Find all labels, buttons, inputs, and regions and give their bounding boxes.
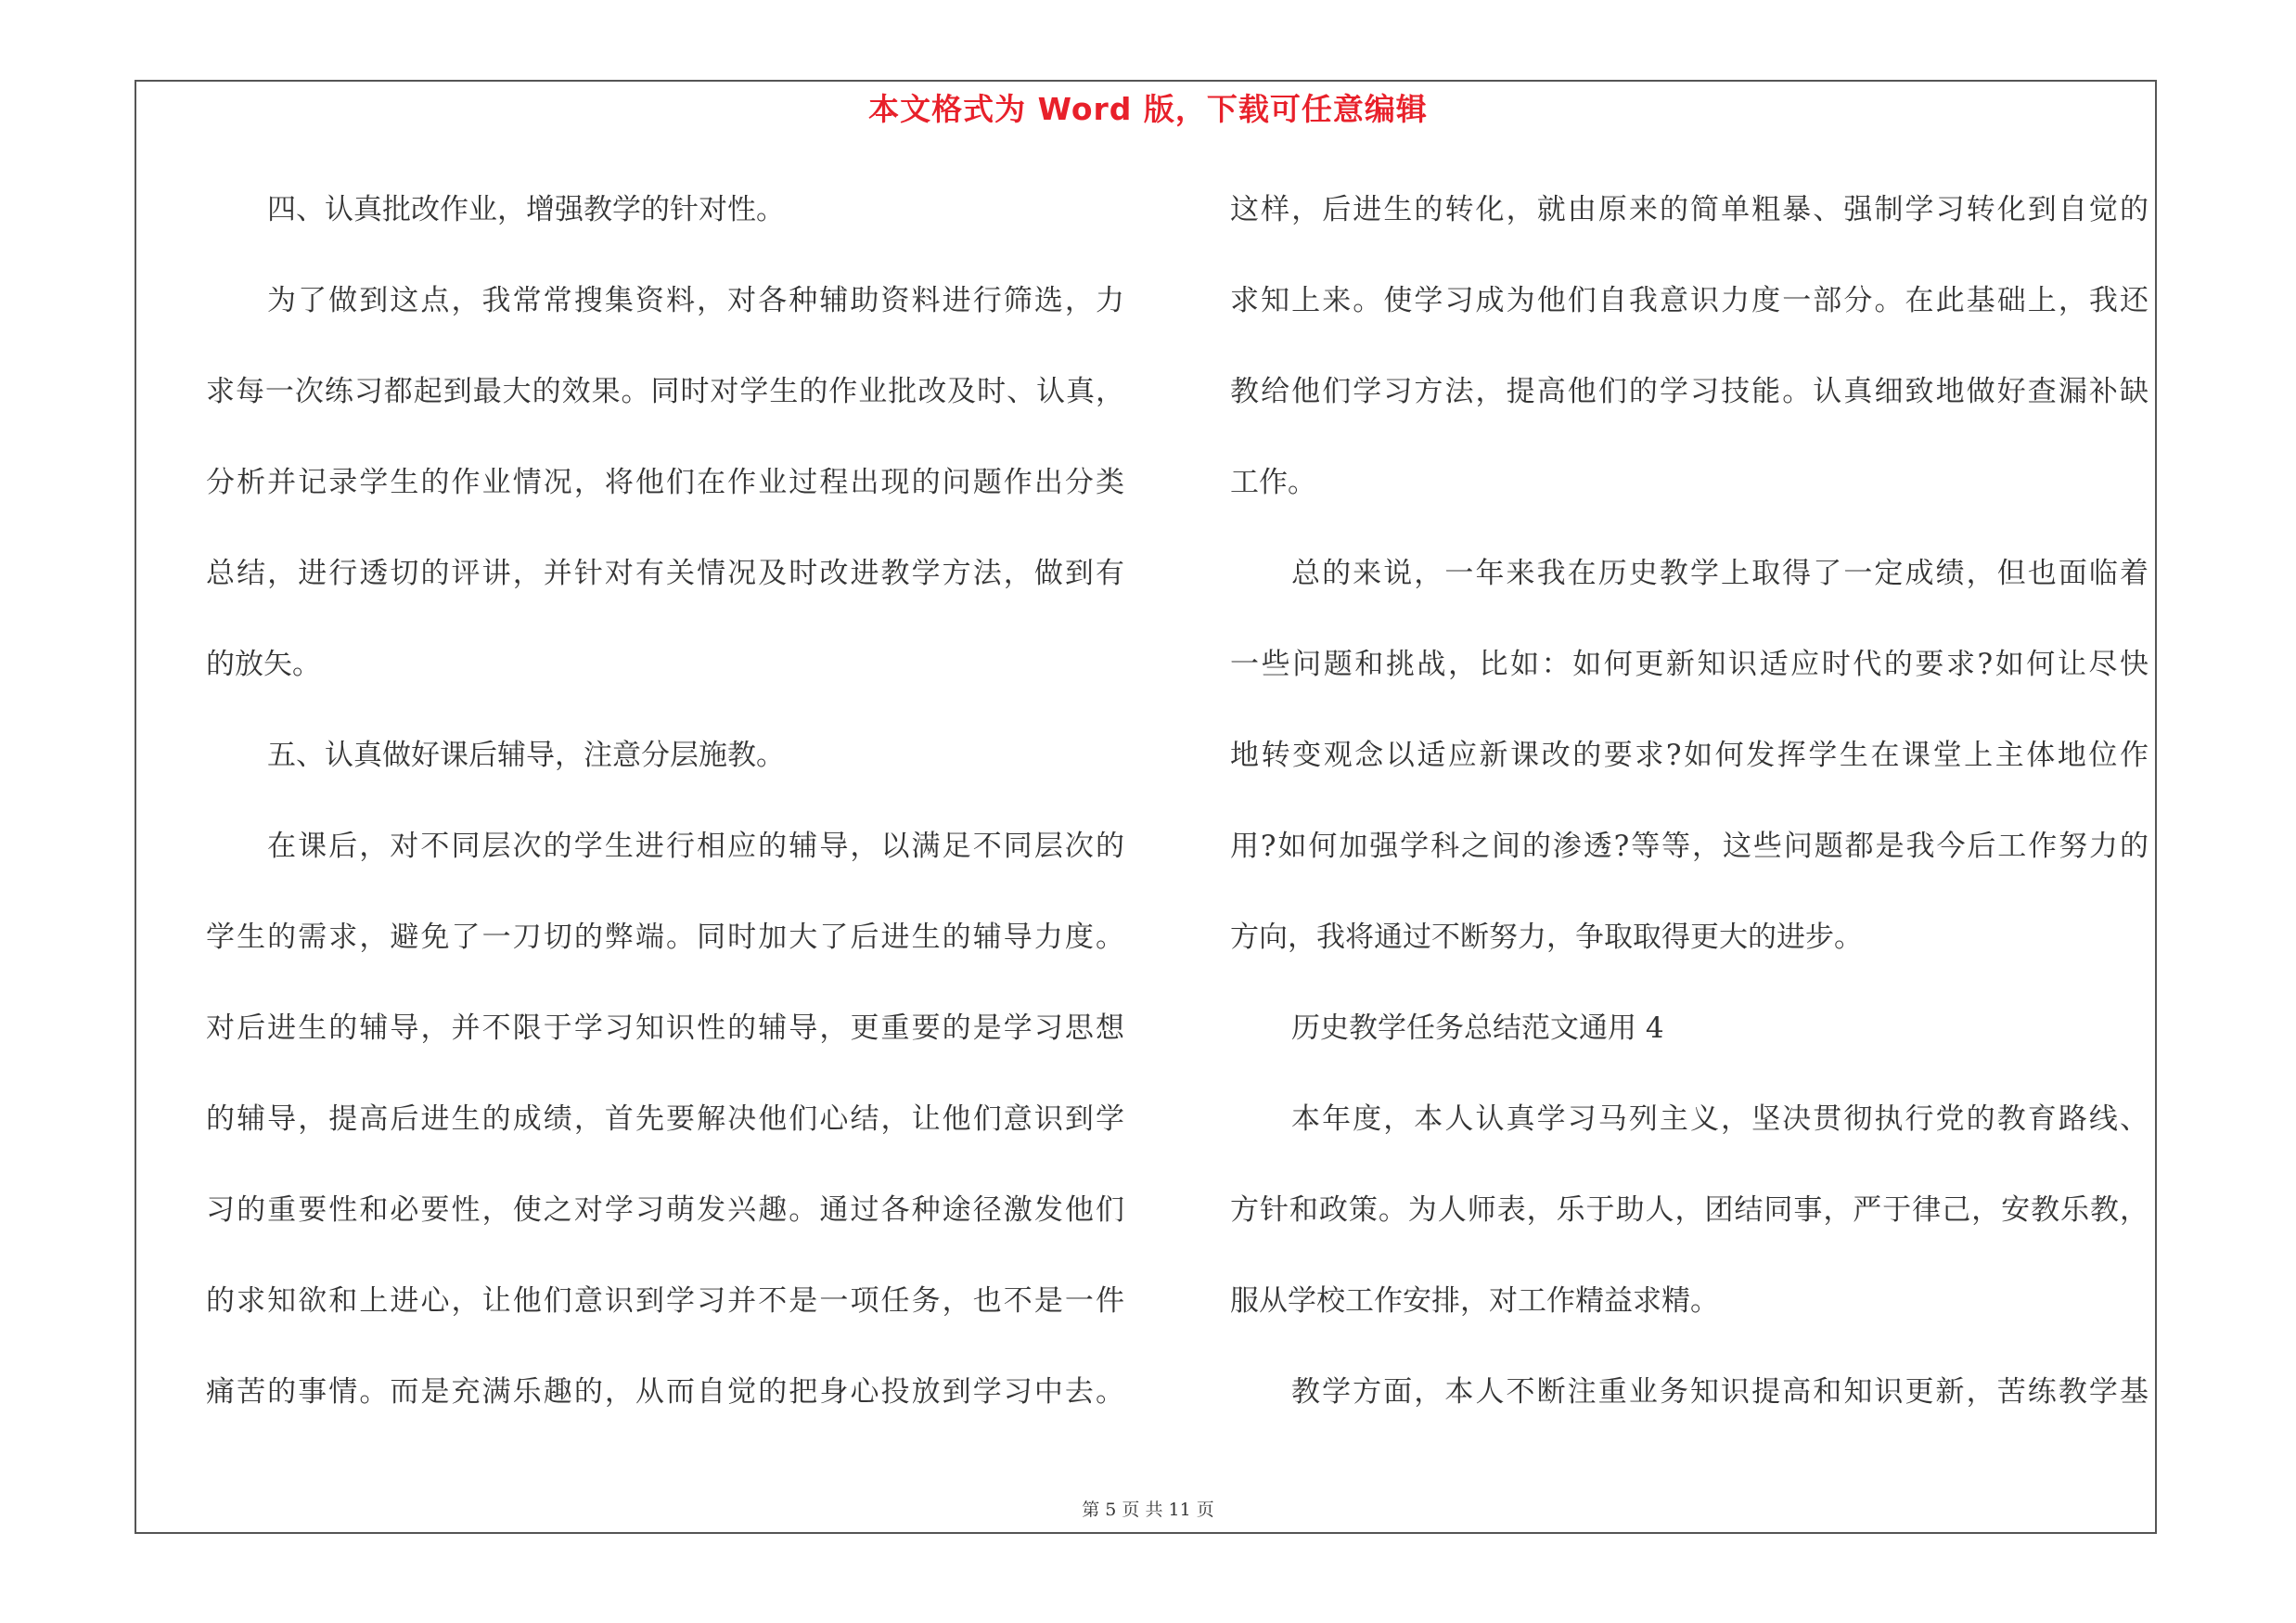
text-line: 求知上来。使学习成为他们自我意识力度一部分。在此基础上，我还 bbox=[1230, 284, 2148, 317]
text-line: 地转变观念以适应新课改的要求?如何发挥学生在课堂上主体地位作 bbox=[1230, 739, 2148, 772]
text-line: 用?如何加强学科之间的渗透?等等，这些问题都是我今后工作努力的 bbox=[1230, 830, 2148, 863]
text-line: 为了做到这点，我常常搜集资料，对各种辅助资料进行筛选，力 bbox=[267, 284, 1124, 317]
left-text-column bbox=[206, 181, 1124, 1454]
text-line: 工作。 bbox=[1230, 466, 1316, 499]
text-line: 的求知欲和上进心，让他们意识到学习并不是一项任务，也不是一件 bbox=[206, 1284, 1124, 1318]
text-line: 的放矢。 bbox=[206, 648, 321, 681]
text-line: 对后进生的辅导，并不限于学习知识性的辅导，更重要的是学习思想 bbox=[206, 1011, 1124, 1045]
text-line: 总结，进行透切的评讲，并针对有关情况及时改进教学方法，做到有 bbox=[206, 557, 1124, 590]
text-line: 教给他们学习方法，提高他们的学习技能。认真细致地做好查漏补缺 bbox=[1230, 375, 2148, 408]
header-banner: 本文格式为 Word 版，下载可任意编辑 bbox=[868, 91, 1428, 127]
text-line: 教学方面，本人不断注重业务知识提高和知识更新，苦练教学基 bbox=[1291, 1375, 2148, 1409]
text-line: 求每一次练习都起到最大的效果。同时对学生的作业批改及时、认真， bbox=[206, 375, 1124, 408]
text-line: 五、认真做好课后辅导，注意分层施教。 bbox=[267, 739, 785, 772]
text-line: 学生的需求，避免了一刀切的弊端。同时加大了后进生的辅导力度。 bbox=[206, 921, 1124, 954]
text-line: 的辅导，提高后进生的成绩，首先要解决他们心结，让他们意识到学 bbox=[206, 1102, 1124, 1136]
text-line: 历史教学任务总结范文通用 4 bbox=[1291, 1011, 1664, 1045]
page-footer: 第 5 页 共 11 页 bbox=[1082, 1500, 1214, 1520]
text-line: 方向，我将通过不断努力，争取取得更大的进步。 bbox=[1230, 921, 1863, 954]
text-line: 方针和政策。为人师表，乐于助人，团结同事，严于律己，安教乐教， bbox=[1230, 1193, 2148, 1227]
text-line: 痛苦的事情。而是充满乐趣的，从而自觉的把身心投放到学习中去。 bbox=[206, 1375, 1124, 1409]
right-text-column bbox=[1230, 181, 2148, 1454]
text-line: 习的重要性和必要性，使之对学习萌发兴趣。通过各种途径激发他们 bbox=[206, 1193, 1124, 1227]
text-line: 一些问题和挑战，比如：如何更新知识适应时代的要求?如何让尽快 bbox=[1230, 648, 2148, 681]
text-line: 四、认真批改作业，增强教学的针对性。 bbox=[267, 193, 785, 226]
text-line: 分析并记录学生的作业情况，将他们在作业过程出现的问题作出分类 bbox=[206, 466, 1124, 499]
text-line: 在课后，对不同层次的学生进行相应的辅导，以满足不同层次的 bbox=[267, 830, 1124, 863]
text-line: 这样，后进生的转化，就由原来的简单粗暴、强制学习转化到自觉的 bbox=[1230, 193, 2148, 226]
text-line: 本年度，本人认真学习马列主义，坚决贯彻执行党的教育路线、 bbox=[1291, 1102, 2148, 1136]
text-line: 服从学校工作安排，对工作精益求精。 bbox=[1230, 1284, 1719, 1318]
text-line: 总的来说，一年来我在历史教学上取得了一定成绩，但也面临着 bbox=[1291, 557, 2148, 590]
